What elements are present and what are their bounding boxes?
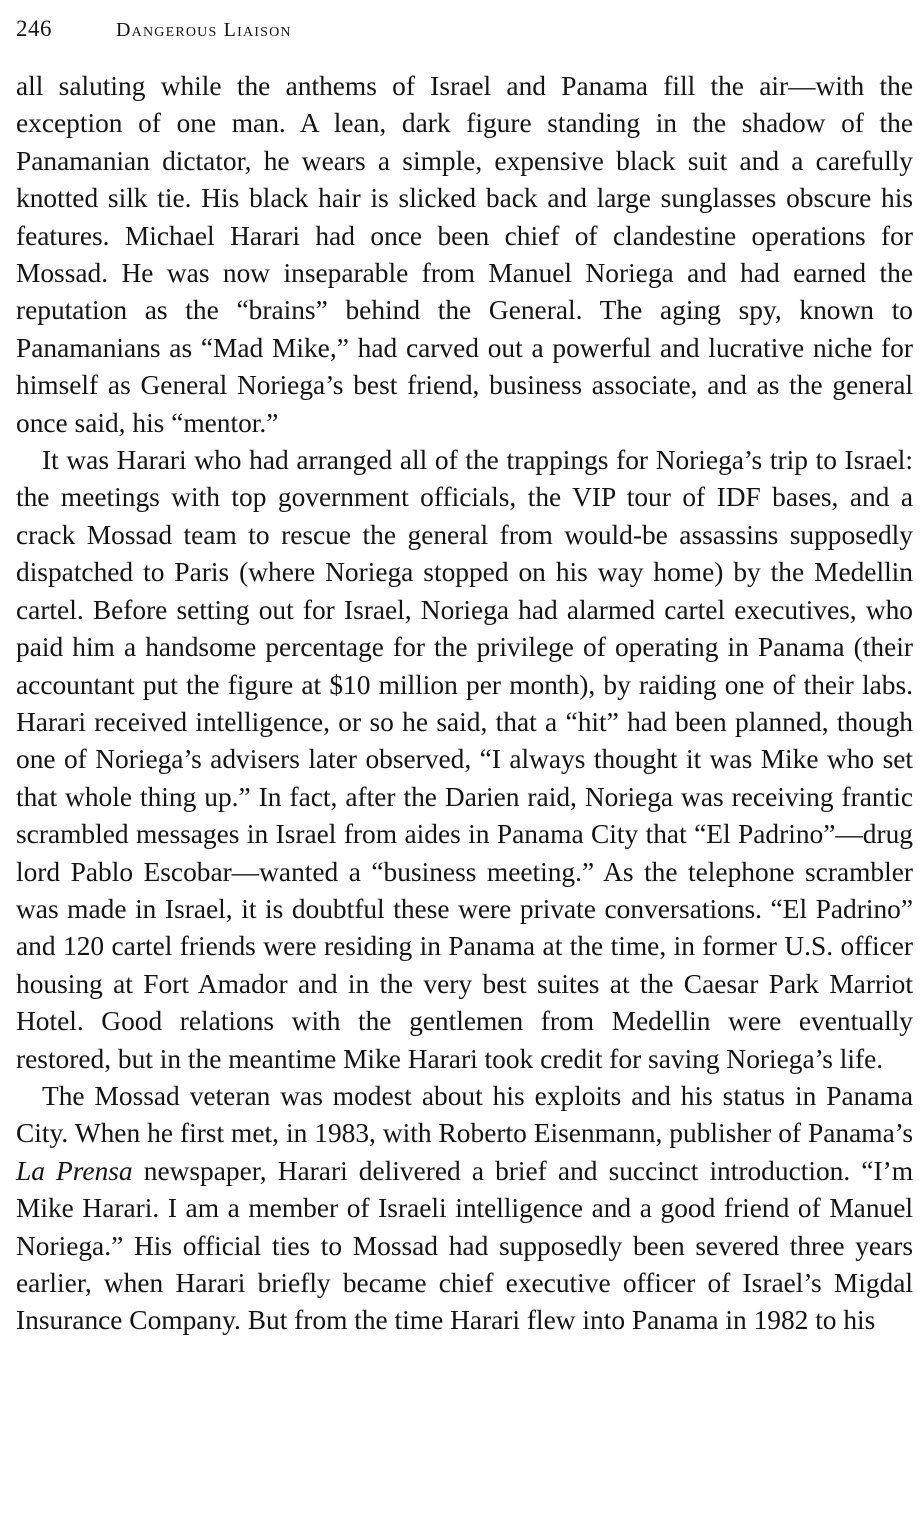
paragraph-3	[16, 1078, 913, 1340]
text-segment: It was Harari who had arranged all of the trappings for Noriega’s trip to Israel: the meetings with top government officials, the VIP tour of IDF bases, and a crack Mossad team to rescue the general from would-be assassins supposedly dispatched to Paris (where Noriega stopped on his way home) by the Medellin cartel. Before setting out for Israel, Noriega had alarmed cartel executives, who paid him a handsome percentage for the privilege of operating in Panama (their accountant put the figure at $10 million per month), by raiding one of their labs. Harari received intelligence, or so he said, that a “hit” had been planned, though one of Noriega’s advisers later observed, “I always thought it was Mike who set that whole thing up.” In fact, after the Darien raid, Noriega was receiving frantic scrambled messages in Israel from aides in Panama City that “El Padrino”—drug lord Pablo Escobar—wanted a “business meeting.” As the telephone scrambler was made in Israel, it is doubtful these were private conversations. “El Padrino” and 120 cartel friends were residing in Panama at the time, in former U.S. officer housing at Fort Amador and in the very best suites at the Caesar Park Marriot Hotel. Good relations with the gentlemen from Medellin were eventually restored, but in the meantime Mike Harari took credit for saving Noriega’s life.	[16, 445, 913, 1074]
running-title: Dangerous Liaison	[116, 19, 292, 41]
text-segment: The Mossad veteran was modest about his exploits and his status in Panama City. When he first met, in 1983, with Roberto Eisenmann, publisher of Panama’s	[16, 1080, 913, 1149]
paragraph-1	[16, 68, 913, 442]
text-segment: newspaper, Harari delivered a brief and succinct introduction. “I’m Mike Harari. I am a member of Israeli intelligence and a good friend of Manuel Noriega.” His official ties to Mossad had supposedly been severed three years earlier, when Harari briefly became chief executive officer of Israel’s Migdal Insurance Company. But from the time Harari flew into Panama in 1982 to his	[16, 1155, 914, 1336]
publication-title: La Prensa	[16, 1155, 133, 1186]
paragraph-2	[16, 442, 913, 1078]
text-segment: all saluting while the anthems of Israel and Panama fill the air—with the exception of one man. A lean, dark figure standing in the shadow of the Panamanian dictator, he wears a simple, expensive black suit and a carefully knotted silk tie. His black hair is slicked back and large sunglasses obscure his features. Michael Harari had once been chief of clandestine operations for Mossad. He was now inseparable from Manuel Noriega and had earned the reputation as the “brains” behind the General. The aging spy, known to Panamanians as “Mad Mike,” had carved out a powerful and lucrative niche for himself as General Noriega’s best friend, business associate, and as the general once said, his “mentor.”	[16, 71, 913, 438]
body-text	[16, 68, 913, 1340]
page-number: 246	[16, 16, 52, 41]
running-header	[16, 16, 292, 50]
